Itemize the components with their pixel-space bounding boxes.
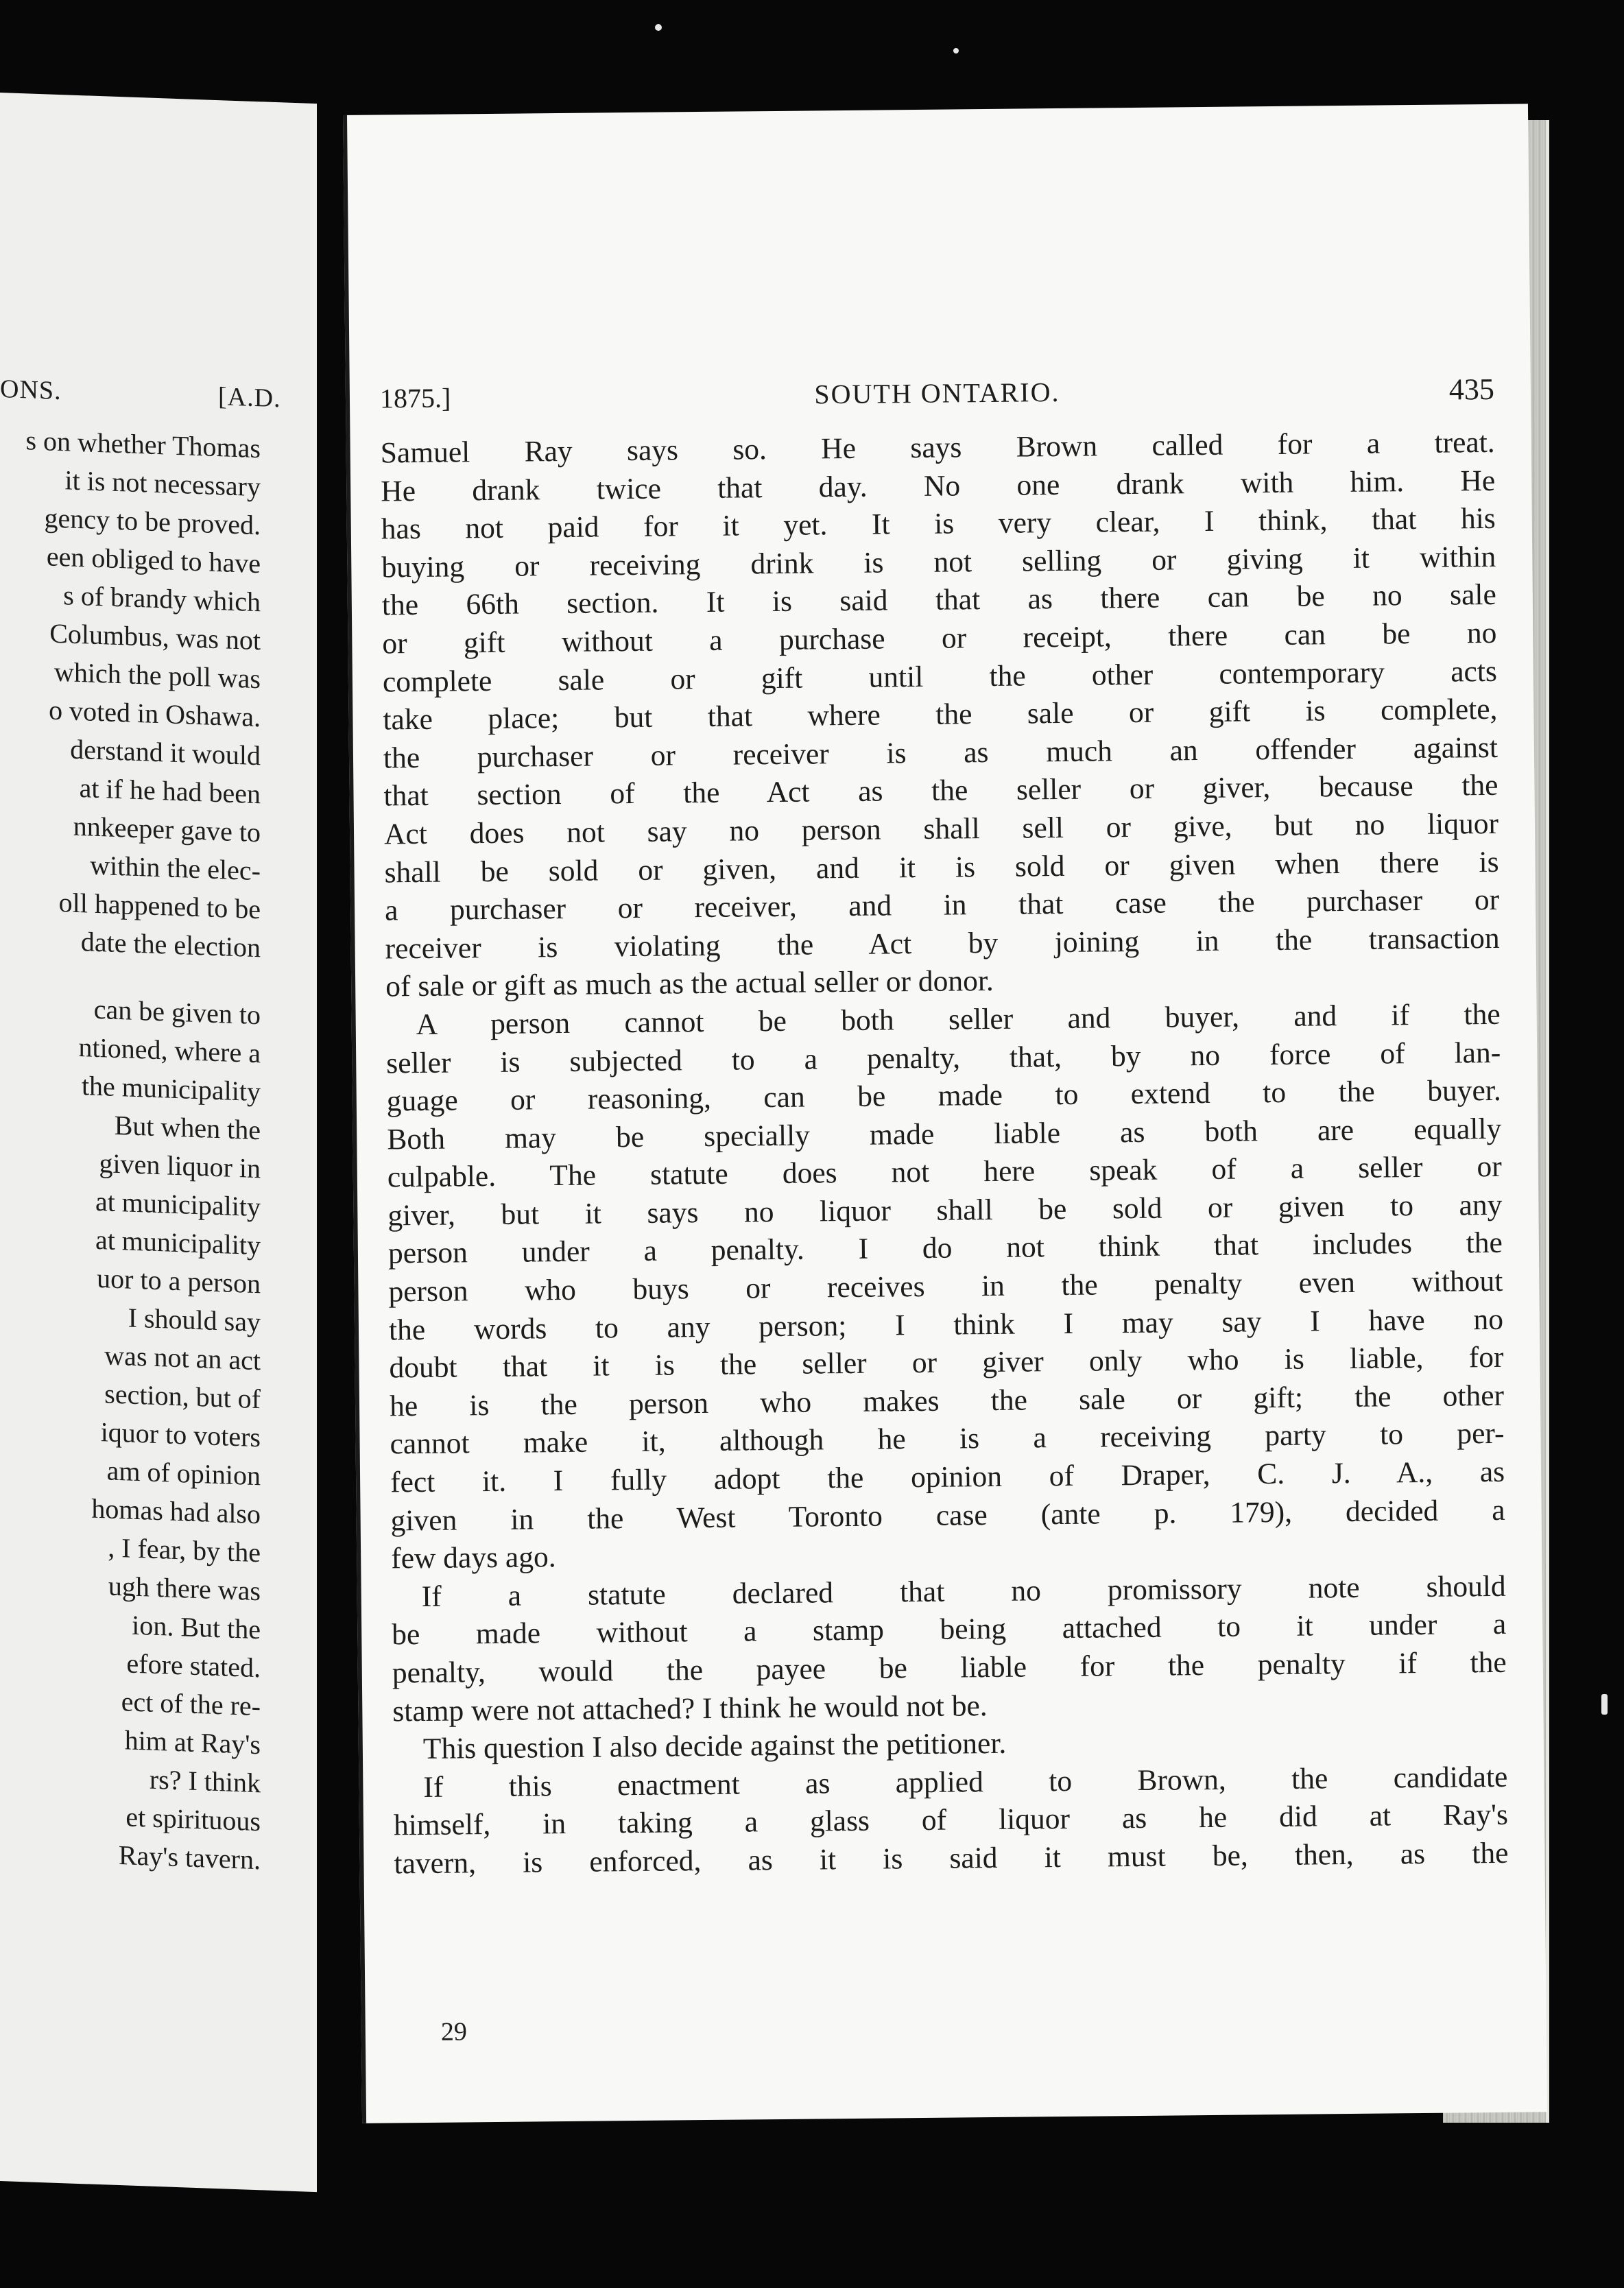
left-line: et spirituous xyxy=(126,1801,261,1837)
text-line: cannot make it, although he is a receiving party to per- xyxy=(390,1417,1505,1461)
left-line: But when the xyxy=(114,1109,261,1146)
body-text xyxy=(380,424,1508,1883)
left-line: s on whether Thomas xyxy=(25,425,261,464)
left-line: given liquor in xyxy=(99,1147,261,1184)
left-line: uor to a person xyxy=(97,1262,261,1300)
page-number: 435 xyxy=(1448,372,1495,407)
left-line: was not an act xyxy=(104,1339,261,1377)
signature-mark: 29 xyxy=(440,2017,468,2047)
scan-speck xyxy=(1601,1694,1608,1715)
left-line: ion. But the xyxy=(132,1609,261,1645)
left-line: gency to be proved. xyxy=(44,502,261,541)
text-line: few days ago. xyxy=(390,1540,556,1575)
text-line: that section of the Act as the seller or giver, because the xyxy=(383,769,1498,813)
left-line: which the poll was xyxy=(53,656,261,695)
text-line: doubt that it is the seller or giver only who is liable, for xyxy=(389,1341,1504,1385)
text-line: guage or reasoning, can be made to extend to the buyer. xyxy=(386,1073,1501,1118)
left-line: the municipality xyxy=(81,1070,261,1108)
text-line: If a statute declared that no promissory note should xyxy=(421,1569,1506,1613)
text-line: fect it. I fully adopt the opinion of Draper, C. J. A., as xyxy=(390,1455,1505,1499)
left-line: am of opinion xyxy=(106,1455,261,1492)
left-line: oll happened to be xyxy=(58,886,261,925)
left-line: rs? I think xyxy=(149,1763,261,1799)
text-line: penalty, would the payee be liable for the penalty if the xyxy=(392,1645,1507,1690)
text-line: giver, but it says no liquor shall be sold or given to any xyxy=(387,1188,1503,1232)
page-header xyxy=(380,372,1495,424)
left-line: o voted in Oshawa. xyxy=(49,694,261,733)
left-line: een obliged to have xyxy=(46,540,261,580)
left-line: at if he had been xyxy=(79,772,261,810)
scan-speck xyxy=(655,24,662,31)
text-line: of sale or gift as much as the actual seller or donor. xyxy=(385,964,994,1003)
left-year-mark: [A.D. xyxy=(218,382,281,414)
left-line: Ray's tavern. xyxy=(118,1839,261,1876)
right-page xyxy=(343,104,1547,2123)
text-line: receiver is violating the Act by joining in the transaction xyxy=(385,921,1500,966)
left-line: derstand it would xyxy=(70,733,261,772)
running-title: SOUTH ONTARIO. xyxy=(814,376,1060,410)
left-line: him at Ray's xyxy=(124,1724,261,1761)
left-line: Columbus, was not xyxy=(49,617,261,656)
text-line: be made without a stamp being attached to it under a xyxy=(392,1608,1507,1652)
left-page-text xyxy=(0,420,261,1879)
text-line: person under a penalty. I do not think that includes the xyxy=(387,1226,1503,1270)
text-line: he is the person who makes the sale or gift; the other xyxy=(389,1379,1505,1423)
left-line: at municipality xyxy=(95,1224,261,1261)
left-line: , I fear, by the xyxy=(108,1532,261,1569)
left-page xyxy=(0,93,317,2192)
text-line: culpable. The statute does not here speak of a seller or xyxy=(387,1150,1503,1194)
left-line: efore stated. xyxy=(126,1647,261,1684)
text-line: the 66th section. It is said that as there can be no sale xyxy=(381,578,1497,622)
text-line: If this enactment as applied to Brown, the candidate xyxy=(423,1760,1508,1804)
text-line: the purchaser or receiver is as much an offender against xyxy=(383,730,1498,775)
left-line: ect of the re- xyxy=(121,1686,261,1722)
text-line: himself, in taking a glass of liquor as he did at Ray's xyxy=(393,1798,1509,1842)
text-line: the words to any person; I think I may say I have no xyxy=(388,1302,1504,1347)
text-line: Act does not say no person shall sell or give, but no liquor xyxy=(383,807,1499,851)
text-line: given in the West Toronto case (ante p. 179), decided a xyxy=(390,1493,1505,1538)
text-line: or gift without a purchase or receipt, there can be no xyxy=(382,616,1497,660)
left-page-header xyxy=(0,374,281,414)
left-line: homas had also xyxy=(91,1492,261,1530)
text-line: This question I also decide against the petitioner. xyxy=(422,1727,1007,1766)
left-line: nnkeeper gave to xyxy=(73,810,261,848)
left-line: it is not necessary xyxy=(64,464,261,503)
scan-speck xyxy=(953,48,959,53)
left-line: ntioned, where a xyxy=(78,1032,261,1069)
left-line: s of brandy which xyxy=(63,580,261,618)
text-line: Samuel Ray says so. He says Brown called for a treat. xyxy=(380,425,1495,470)
left-line: ugh there was xyxy=(108,1570,261,1607)
text-line: buying or receiving drink is not selling or giving it within xyxy=(381,540,1496,584)
text-line: person who buys or receives in the penalty even without xyxy=(388,1264,1503,1309)
text-line: has not paid for it yet. It is very clear, I think, that his xyxy=(381,502,1496,546)
text-line: He drank twice that day. No one drank with him. He xyxy=(381,464,1496,508)
left-line: I should say xyxy=(128,1302,261,1338)
text-line: complete sale or gift until the other contemporary acts xyxy=(382,654,1498,699)
text-line: tavern, is enforced, as it is said it must be, then, as the xyxy=(394,1836,1509,1881)
left-line: iquor to voters xyxy=(100,1416,261,1453)
text-line: A person cannot be both seller and buyer, and if the xyxy=(416,997,1501,1041)
left-line: at municipality xyxy=(95,1185,261,1223)
text-line: take place; but that where the sale or gift is complete, xyxy=(383,693,1498,737)
left-line: can be given to xyxy=(93,993,261,1031)
text-line: stamp were not attached? I think he would not be. xyxy=(392,1689,988,1728)
left-line: section, but of xyxy=(104,1378,261,1415)
left-line: within the elec- xyxy=(90,849,261,887)
left-running-head: ONS. xyxy=(0,374,62,406)
header-year: 1875.] xyxy=(379,382,451,414)
text-line: shall be sold or given, and it is sold or given when there is xyxy=(384,845,1499,889)
text-line: a purchaser or receiver, and in that case the purchaser or xyxy=(384,883,1500,927)
text-line: seller is subjected to a penalty, that, by no force of lan- xyxy=(386,1036,1501,1080)
left-line: date the election xyxy=(80,926,261,964)
text-line: Both may be specially made liable as both are equally xyxy=(387,1112,1502,1156)
